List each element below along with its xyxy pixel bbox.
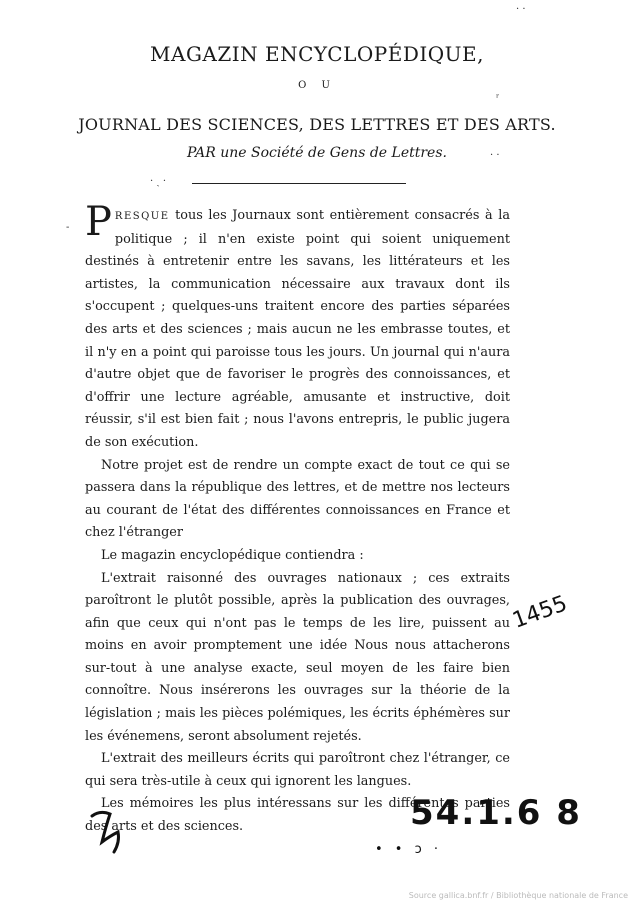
title-conjunction: O U <box>298 80 336 91</box>
speck-mark: - <box>66 222 70 233</box>
intro-smallcaps: RESQUE <box>114 211 170 222</box>
body-text <box>85 199 510 839</box>
handwritten-seven-icon <box>88 808 134 858</box>
title-rule <box>192 183 406 184</box>
paragraph-memoirs: Les mémoires les plus intéressans sur les différentes parties des arts et des sciences. <box>85 796 510 835</box>
authors-line: PAR une Société de Gens de Lettres. <box>187 145 447 161</box>
source-footer: Source gallica.bnf.fr / Bibliothèque nationale de France <box>408 891 628 900</box>
journal-title: MAGAZIN ENCYCLOPÉDIQUE, <box>150 42 484 66</box>
shelf-number-handwriting: 54.1.6 8 <box>410 793 582 833</box>
paragraph-foreign-works: L'extrait des meilleurs écrits qui paroîtront chez l'étranger, ce qui sera très-utile à ceux qui ignorent les langues. <box>85 751 510 789</box>
speck-mark: · · <box>490 150 500 161</box>
intro-text: tous les Journaux sont entièrement consacrés à la politique ; il n'en existe point qui soient uniquement destinés à entretenir entre les savans, les littérateurs et les artistes, la communication nécessaire aux travaux dont ils s'occupent ; quelques-uns traitent encore des parties séparées des arts et des sciences ; mais aucun ne les embrasse toutes, et il n'y en a point qui paroisse tous les jours. Un journal qui n'aura d'autre objet que de favoriser le progrès des connoissances, et d'offrir une lecture agréable, amusante et instructive, doit réussir, s'il est bien fait ; nous l'avons entrepris, le public jugera de son exécution. <box>85 208 510 450</box>
margin-note-handwriting: 1455 <box>509 591 571 634</box>
bottom-marks-handwriting: • • ɔ · <box>375 842 443 857</box>
paragraph-contents: Le magazin encyclopédique contiendra : <box>101 547 364 563</box>
speck-mark: ʳ <box>496 93 500 104</box>
journal-subtitle: JOURNAL DES SCIENCES, DES LETTRES ET DES ARTS. <box>78 115 556 134</box>
speck-mark: · · <box>516 4 526 15</box>
drop-cap: P <box>85 199 112 245</box>
speck-mark: · ˎ · <box>150 176 167 187</box>
paragraph-intro <box>85 199 510 455</box>
paragraph-project: Notre projet est de rendre un compte exact de tout ce qui se passera dans la république des lettres, et de mettre nos lecteurs au courant de l'état des différentes connoissances en France et chez l'étranger <box>85 457 510 541</box>
paragraph-national-works: L'extrait raisonné des ouvrages nationaux ; ces extraits paroîtront le plutôt possible, après la publication des ouvrages, afin que ceux qui n'ont pas le temps de les lire, puissent au moins en avoir promptement une idée Nous nous attacherons sur-tout à une analyse exacte, seul moyen de les faire bien connoître. Nous insérerons les ouvrages sur la théorie de la législation ; mais les pièces polémiques, les écrits éphémères sur les événemens, seront absolument rejetés. <box>85 570 510 744</box>
